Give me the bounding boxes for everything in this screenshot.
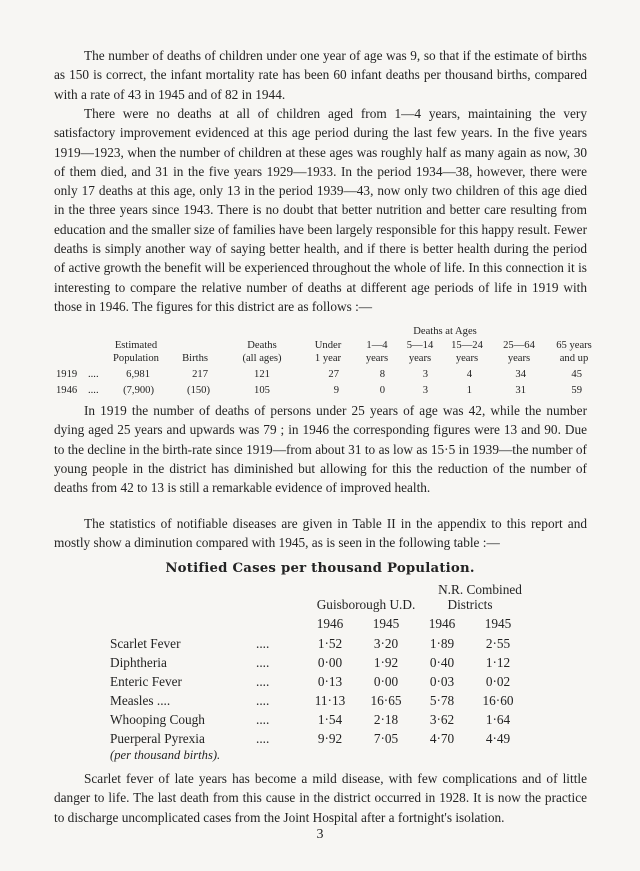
col-header-under: Under (314, 340, 342, 351)
paragraph-notifiable-intro: The statistics of notifiable diseases are given in Table II in the appendix to this report and mostly show a diminution compared with 1945, as is seen in the following table :— (54, 516, 587, 551)
col-header-and-up: and up (559, 353, 589, 364)
cell-15-24: 1 (466, 385, 472, 396)
value-cell: 3·20 (373, 636, 399, 651)
col-header-1-4: 1—4 (366, 340, 388, 351)
col-header-25-64-years: years (507, 353, 531, 364)
col-header-births: Births (182, 353, 208, 364)
cell-65-up: 59 (571, 385, 582, 396)
row-dots: .... (256, 693, 270, 708)
cell-5-14: 3 (422, 369, 428, 380)
paragraph-infant-mortality: The number of deaths of children under one year of age was 9, so that if the estimate of births as 150 is correct, the infant mortality rate has been 60 infant deaths per thousand births, compared with a rate of 43 in 1945 and of 82 in 1944. (54, 48, 587, 102)
group-header-districts: Districts (447, 597, 493, 612)
col-header-15-24: 15—24 (451, 340, 483, 351)
year-header: 1946 (428, 616, 456, 631)
deaths-at-ages-header: Deaths at Ages (413, 326, 477, 337)
cell-population: (7,900) (123, 385, 154, 396)
year-header: 1945 (372, 616, 400, 631)
cell-1-4: 0 (379, 385, 385, 396)
value-cell: 9·92 (317, 731, 343, 746)
value-cell: 1·52 (317, 636, 343, 651)
cell-under-1: 9 (333, 385, 339, 396)
value-cell: 16·65 (370, 693, 402, 708)
col-header-all-ages: (all ages) (242, 353, 282, 364)
row-dots: .... (256, 731, 270, 746)
value-cell: 1·92 (373, 655, 399, 670)
col-header-estimated: Estimated (114, 340, 158, 351)
col-header-5-14: 5—14 (406, 340, 434, 351)
paragraph-child-deaths: There were no deaths at all of children aged from 1—4 years, maintaining the very satisfactory improvement evidenced at this age period during the last few years. In the five years 1919—1923, when the number of children at these ages was roughly half as many again as now, 30 of them died, and 31 in the five years 1929—1933. In the period 1934—38, however, there were only 17 deaths at this age, only 13 in the period 1939—43, now only two children of this age died in the three years since 1943. There is no doubt that better nutrition and better care resulting from education and the smaller size of families have been largely responsible for this happy result. Fewer deaths is simply another way of saying better health, and if there is better health during the period of active growth the benefit will be experienced throughout the whole of life. In this connection it is interesting to compare the relative number of deaths at different age periods of life in 1919 with those in 1946. The figures for this district are as follows :— (54, 106, 587, 314)
cell-25-64: 31 (515, 385, 526, 396)
paragraph-deaths-comparison: In 1919 the number of deaths of persons under 25 years of age was 42, while the number dying aged 25 years and upwards was 79 ; in 1946 the corresponding figures were 13 and 90. Due to the decline in the birth-rate since 1919—from about 31 to as low as 15·5 in 1939—the number of young people in the district has diminished but allowing for this the reduction of the number of deaths from 42 to 13 is still a remarkable evidence of improved health. (54, 403, 587, 496)
cell-15-24: 4 (466, 369, 472, 380)
value-cell: 2·55 (485, 636, 511, 651)
disease-label: Diphtheria (110, 655, 167, 670)
year-header: 1946 (316, 616, 344, 631)
cell-5-14: 3 (422, 385, 428, 396)
row-dots: .... (256, 636, 270, 651)
col-header-1-4-years: years (365, 353, 389, 364)
value-cell: 0·13 (317, 674, 343, 689)
cell-1-4: 8 (379, 369, 385, 380)
disease-label: Measles .... (110, 693, 171, 708)
value-cell: 1·54 (317, 712, 343, 727)
value-cell: 4·49 (485, 731, 511, 746)
cell-25-64: 34 (515, 369, 526, 380)
row-dots: .... (256, 655, 270, 670)
disease-label: Enteric Fever (110, 674, 182, 689)
value-cell: 16·60 (482, 693, 514, 708)
value-cell: 1·89 (429, 636, 455, 651)
value-cell: 4·70 (429, 731, 455, 746)
value-cell: 0·03 (429, 674, 455, 689)
disease-label: Scarlet Fever (110, 636, 181, 651)
cell-deaths-all: 121 (254, 369, 270, 380)
row-year-1946: 1946 (56, 385, 78, 396)
row-dots: .... (88, 369, 99, 380)
paragraph-scarlet-fever: Scarlet fever of late years has become a mild disease, with few complications and of little danger to life. The last death from this cause in the district occurred in 1928. It is now the practice to discharge uncomplicated cases from the Joint Hospital after a fortnight's isolation. (54, 771, 587, 825)
cell-population: 6,981 (126, 369, 150, 380)
cell-65-up: 45 (571, 369, 582, 380)
row-dots: .... (256, 712, 270, 727)
value-cell: 0·00 (317, 655, 343, 670)
value-cell: 0·02 (485, 674, 511, 689)
value-cell: 7·05 (373, 731, 399, 746)
page-number: 3 (316, 827, 324, 842)
col-header-population: Population (113, 353, 159, 364)
row-year-1919: 1919 (56, 369, 78, 380)
row-dots: .... (256, 674, 270, 689)
value-cell: 0·40 (429, 655, 455, 670)
cell-births: (150) (187, 385, 210, 396)
col-header-25-64: 25—64 (503, 340, 535, 351)
disease-label: Whooping Cough (110, 712, 205, 727)
group-header-guisborough: Guisborough U.D. (316, 597, 416, 612)
year-header: 1945 (484, 616, 512, 631)
value-cell: 0·00 (373, 674, 399, 689)
value-cell: 3·62 (429, 712, 455, 727)
value-cell: 1·64 (485, 712, 511, 727)
cell-deaths-all: 105 (254, 385, 270, 396)
cell-births: 217 (192, 369, 208, 380)
row-dots: .... (88, 385, 99, 396)
value-cell: 1·12 (485, 655, 511, 670)
value-cell: 11·13 (314, 693, 346, 708)
value-cell: 2·18 (373, 712, 399, 727)
col-header-65-years: 65 years (556, 340, 592, 351)
group-header-nr-combined: N.R. Combined (438, 582, 522, 597)
col-header-1-year: 1 year (314, 353, 342, 364)
table-footnote: (per thousand births). (110, 748, 221, 762)
disease-label: Puerperal Pyrexia (110, 731, 205, 746)
col-header-5-14-years: years (408, 353, 432, 364)
col-header-deaths: Deaths (247, 340, 277, 351)
value-cell: 5·78 (429, 693, 455, 708)
notifiable-table-title: Notified Cases per thousand Population. (165, 561, 475, 576)
col-header-15-24-years: years (455, 353, 479, 364)
cell-under-1: 27 (328, 369, 339, 380)
